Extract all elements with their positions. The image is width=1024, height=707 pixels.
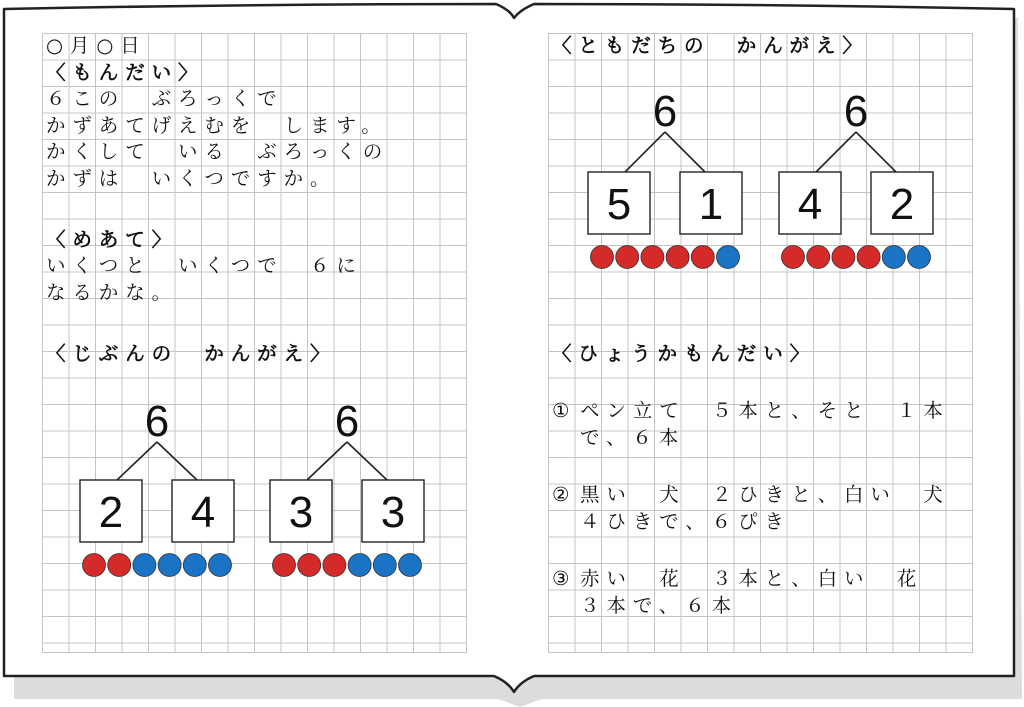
practice-item-3-line-2: ３本で、６本 xyxy=(580,594,739,617)
friend-2-branch-right xyxy=(856,132,896,172)
friend-1-chip-red xyxy=(641,246,664,269)
goal-line-1: いくつと いくつで ６に xyxy=(46,254,363,277)
friend-2-chip-red xyxy=(832,246,855,269)
friend-1-right-number: 1 xyxy=(698,180,724,229)
friend-2-right-number: 2 xyxy=(889,180,915,229)
problem-line-3: かくして いる ぶろっくの xyxy=(46,140,390,163)
friend-2-chip-red xyxy=(857,246,880,269)
friend-2-chip-blue xyxy=(882,246,905,269)
own-idea-heading: 〈じぶんの かんがえ〉 xyxy=(46,342,337,365)
practice-item-1-line-1: ペン立て ５本と、そと １本 xyxy=(580,399,950,422)
practice-item-2-mark: ② xyxy=(552,483,570,506)
own-2-chip-red xyxy=(323,554,346,577)
friend-2-branch-left xyxy=(816,132,856,172)
practice-item-2-line-1: 黒い 犬 ２ひきと、白い 犬 xyxy=(580,483,950,506)
own-2-chip-red xyxy=(298,554,321,577)
friend-1-chip-red xyxy=(616,246,639,269)
friend-1-chip-red xyxy=(691,246,714,269)
practice-item-1-mark: ① xyxy=(552,399,570,422)
own-1-branch-left xyxy=(117,442,157,480)
own-1-chip-blue xyxy=(133,554,156,577)
own-2-total: 6 xyxy=(334,397,360,446)
own-2-chip-blue xyxy=(348,554,371,577)
problem-heading: 〈もんだい〉 xyxy=(46,61,205,84)
practice-item-1-line-2: で、６本 xyxy=(580,426,686,449)
friend-1-chip-blue xyxy=(717,246,740,269)
own-1-chip-red xyxy=(83,554,106,577)
own-1-left-number: 2 xyxy=(98,488,124,537)
goal-heading: 〈めあて〉 xyxy=(46,228,179,251)
practice-item-3-line-1: 赤い 花 ３本と、白い 花 xyxy=(580,567,924,590)
own-2-branch-left xyxy=(307,442,347,480)
own-2-right-number: 3 xyxy=(380,488,406,537)
friend-1-left-number: 5 xyxy=(606,180,632,229)
own-1-total: 6 xyxy=(144,397,170,446)
problem-line-1: ６この ぶろっくで xyxy=(46,87,284,110)
practice-heading: 〈ひょうかもんだい〉 xyxy=(552,342,817,365)
friend-2-left-number: 4 xyxy=(797,180,823,229)
friend-2-chip-blue xyxy=(908,246,931,269)
problem-line-4: かずは いくつですか。 xyxy=(46,167,337,190)
practice-item-3-mark: ③ xyxy=(552,567,570,590)
date-label: ○月○日 xyxy=(46,34,147,57)
problem-line-2: かずあてげえむを します。 xyxy=(46,114,388,137)
friend-idea-heading: 〈ともだちの かんがえ〉 xyxy=(552,34,869,57)
friend-1-chip-red xyxy=(591,246,614,269)
own-1-chip-blue xyxy=(209,554,232,577)
friend-1-branch-left xyxy=(625,132,665,172)
practice-item-2-line-2: ４ひきで、６ぴき xyxy=(580,510,791,533)
friend-2-total: 6 xyxy=(843,87,869,136)
own-2-branch-right xyxy=(347,442,387,480)
own-1-chip-blue xyxy=(158,554,181,577)
own-2-left-number: 3 xyxy=(288,488,314,537)
friend-2-chip-red xyxy=(807,246,830,269)
friend-1-chip-red xyxy=(666,246,689,269)
own-1-chip-blue xyxy=(183,554,206,577)
goal-line-2: なるかな。 xyxy=(46,281,179,304)
own-2-chip-red xyxy=(273,554,296,577)
friend-1-branch-right xyxy=(665,132,705,172)
own-1-right-number: 4 xyxy=(190,488,216,537)
own-2-chip-blue xyxy=(399,554,422,577)
friend-2-chip-red xyxy=(782,246,805,269)
own-1-chip-red xyxy=(108,554,131,577)
friend-1-total: 6 xyxy=(652,87,678,136)
own-1-branch-right xyxy=(157,442,197,480)
own-2-chip-blue xyxy=(373,554,396,577)
